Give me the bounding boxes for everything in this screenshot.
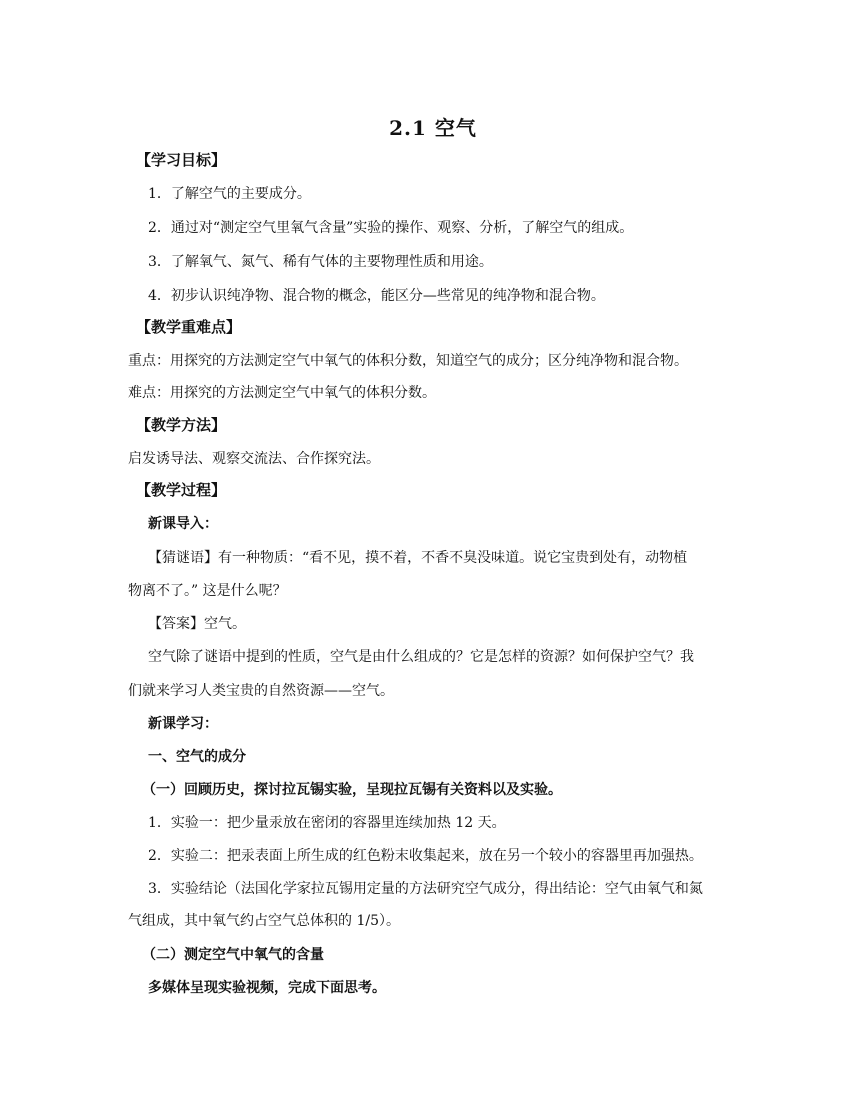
method-text: 启发诱导法、观察交流法、合作探究法。 bbox=[128, 451, 380, 467]
keypoint-focus: 重点：用探究的方法测定空气中氧气的体积分数，知道空气的成分；区分纯净物和混合物。 bbox=[128, 353, 688, 369]
experiment-3-line-1: 3．实验结论（法国化学家拉瓦锡用定量的方法研究空气成分，得出结论：空气由氧气和氮 bbox=[148, 881, 703, 897]
process-heading: 【教学过程】 bbox=[136, 481, 227, 499]
media-line: 多媒体呈现实验视频，完成下面思考。 bbox=[148, 980, 386, 996]
page-title: 2.1 空气 bbox=[389, 116, 477, 140]
sub2-heading: （二）测定空气中氧气的含量 bbox=[142, 947, 324, 963]
objectives-heading: 【学习目标】 bbox=[136, 151, 227, 169]
sub1-heading: （一）回顾历史，探讨拉瓦锡实验，呈现拉瓦锡有关资料以及实验。 bbox=[142, 782, 562, 798]
intro-heading: 新课导入： bbox=[148, 516, 218, 532]
keypoint-difficulty: 难点：用探究的方法测定空气中氧气的体积分数。 bbox=[128, 385, 436, 401]
method-heading: 【教学方法】 bbox=[136, 416, 227, 434]
objective-2: 2．通过对“测定空气里氧气含量”实验的操作、观察、分析，了解空气的组成。 bbox=[148, 220, 634, 236]
part1-heading: 一、空气的成分 bbox=[148, 749, 246, 765]
riddle-line-2: 物离不了。” 这是什么呢？ bbox=[128, 583, 287, 599]
learn-heading: 新课学习： bbox=[148, 716, 218, 732]
objective-3: 3．了解氧气、氮气、稀有气体的主要物理性质和用途。 bbox=[148, 254, 493, 270]
objective-1: 1．了解空气的主要成分。 bbox=[148, 186, 311, 202]
experiment-2: 2．实验二：把汞表面上所生成的红色粉末收集起来，放在另一个较小的容器里再加强热。 bbox=[148, 848, 703, 864]
paragraph-line-1: 空气除了谜语中提到的性质，空气是由什么组成的？它是怎样的资源？如何保护空气？我 bbox=[148, 649, 694, 665]
paragraph-line-2: 们就来学习人类宝贵的自然资源——空气。 bbox=[128, 683, 394, 699]
keypoints-heading: 【教学重难点】 bbox=[136, 318, 242, 336]
riddle-line-1: 【猜谜语】有一种物质：“看不见，摸不着，不香不臭没味道。说它宝贵到处有，动物植 bbox=[148, 550, 688, 566]
experiment-1: 1．实验一：把少量汞放在密闭的容器里连续加热 12 天。 bbox=[148, 815, 506, 831]
experiment-3-line-2: 气组成，其中氧气约占空气总体积的 1/5）。 bbox=[128, 913, 400, 929]
objective-4: 4．初步认识纯净物、混合物的概念，能区分—些常见的纯净物和混合物。 bbox=[148, 288, 605, 304]
answer-line: 【答案】空气。 bbox=[148, 616, 246, 632]
